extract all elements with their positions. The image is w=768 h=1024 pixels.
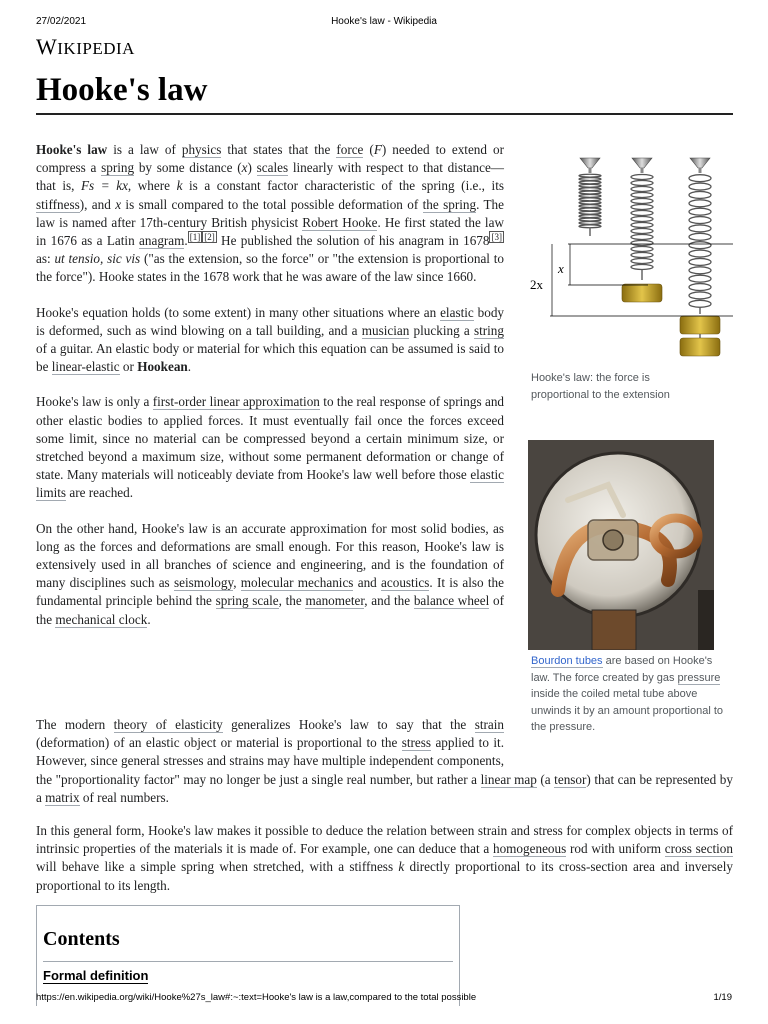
wordmark-initial: W (36, 34, 58, 59)
link-the-spring[interactable]: the spring (422, 196, 477, 212)
link-musician[interactable]: musician (361, 322, 410, 338)
label-2x: 2x (530, 277, 543, 292)
link-cross-section[interactable]: cross section (664, 841, 733, 857)
link-robert-hooke[interactable]: Robert Hooke (302, 214, 378, 230)
link-spring[interactable]: spring (101, 160, 135, 176)
gauge-stem (592, 610, 636, 650)
link-stiffness[interactable]: stiffness (36, 196, 80, 212)
paragraph-5: The modern theory of elasticity generalizes Hooke's law to say that the strain (deformation) of an elastic object or material is proportional to the stress applied to it. However, since general stresses and strains may have multiple independent components, the "proportionality factor" may no longer be just a single real number, but rather a linear map (a tensor) that can be represented by a matrix of real numbers. (36, 717, 733, 805)
print-url: https://en.wikipedia.org/wiki/Hooke%27s_law#:~:text=Hooke's law is a law,compared to the total possible (36, 992, 477, 1003)
link-pressure[interactable]: pressure (677, 671, 721, 684)
link-tensor[interactable]: tensor (554, 771, 587, 787)
link-anagram[interactable]: anagram (139, 233, 185, 249)
link-linear-map[interactable]: linear map (480, 771, 537, 787)
hooke-formula: Fs = kx (81, 178, 128, 194)
toc-heading: Contents (43, 928, 120, 950)
article-body (36, 141, 504, 646)
link-acoustics[interactable]: acoustics (381, 575, 430, 591)
label-x: x (558, 261, 564, 276)
figure-bourdon-tube (528, 440, 733, 733)
link-first-order-linear-approximation[interactable]: first-order linear approximation (152, 394, 320, 410)
spring-single-weight (631, 175, 653, 270)
weight-double (680, 316, 720, 356)
link-scales[interactable]: scales (256, 160, 289, 176)
print-footer (36, 992, 732, 1006)
springs-diagram[interactable] (528, 152, 733, 364)
wordmark-rest: IKIPEDIA (57, 39, 135, 58)
paragraph-3: Hooke's law is only a first-order linear approximation to the real response of springs and other elastic bodies to applied forces. It must eventually fail once the forces exceed some limit, since no material can be compressed beyond a certain minimum size, or stretched beyond a maximum size, without some permanent deformation or change of state. Many materials will noticeably deviate from Hooke's law well before those elastic limits are reached. (36, 394, 505, 501)
paragraph-6: In this general form, Hooke's law makes it possible to deduce the relation between strain and stress for complex objects in terms of intrinsic properties of the materials it is made of. For example, one can deduce that a homogeneous rod with uniform cross section will behave like a simple spring when stretched, with a stiffness k directly proportional to its cross-section area and inversely proportional to its length. (36, 823, 733, 893)
paragraph-2: Hooke's equation holds (to some extent) in many other situations where an elastic body is deformed, such as wind blowing on a tall building, and a musician plucking a string of a guitar. An elastic body or material for which this equation can be assumed is said to be linear-elastic or Hookean. (36, 304, 505, 375)
link-physics[interactable]: physics (181, 142, 222, 157)
link-bourdon-tubes[interactable]: Bourdon tubes (531, 655, 603, 667)
link-theory-of-elasticity[interactable]: theory of elasticity (113, 717, 223, 732)
latin-phrase: ut tensio, sic vis (54, 251, 141, 267)
link-strain[interactable]: strain (474, 717, 504, 732)
link-elastic-limits[interactable]: elastic limits (36, 467, 504, 501)
spring-double-weight (689, 175, 711, 308)
link-manometer[interactable]: manometer (305, 593, 365, 609)
figure-1-caption: Hooke's law: the force is proportional to the extension (531, 372, 670, 401)
link-string[interactable]: string (473, 322, 504, 338)
hookean-term: Hookean (137, 359, 188, 375)
weight-single (622, 284, 662, 302)
link-elastic[interactable]: elastic (440, 304, 474, 320)
toc-item-formal-definition[interactable]: Formal definition (43, 968, 149, 983)
citation-1[interactable]: [1] (189, 231, 201, 242)
print-date: 27/02/2021 (36, 16, 87, 27)
link-matrix[interactable]: matrix (45, 789, 80, 805)
page-number: 1/19 (713, 992, 732, 1003)
paragraph-1: Hooke's law is a law of physics that states that the force (F) needed to extend or compress a spring by some distance (x) scales linearly with respect to that distance—that is, Fs = kx, where k is a constant factor characteristic of the spring (i.e., its stiffness), and x is small compared to the total possible deformation of the spring. The law is named after 17th-century British physicist Robert Hooke. He first stated the law in 1676 as a Latin anagram. [1] [2] He published the solution of his anagram in 1678 [3] as: ut tensio, sic vis ("as the extension, so the force" or "the extension is proportional to the force"). Hooke states in the 1678 work that he was aware of the law since 1660. (36, 142, 505, 285)
citation-3[interactable]: [3] (491, 231, 502, 242)
bourdon-tube-photo[interactable] (528, 440, 714, 650)
paragraph-4: On the other hand, Hooke's law is an accurate approximation for most solid bodies, as long as the forces and deformations are small enough. For this reason, Hooke's law is extensively used in all branches of science and engineering, and is the foundation of many disciplines such as seismology, molecular mechanics and acoustics. It is also the fundamental principle behind the spring scale, the manometer, and the balance wheel of the mechanical clock. (36, 520, 504, 627)
print-page-title: Hooke's law - Wikipedia (331, 16, 437, 27)
figure-2-caption: Bourdon tubes are based on Hooke's law. The force created by gas pressure inside the coiled metal tube above unwinds it by an amount proportional to the pressure. (531, 655, 724, 733)
title-divider (36, 113, 733, 115)
spring-unloaded (579, 174, 601, 227)
citation-2[interactable]: [2] (204, 231, 215, 242)
link-stress[interactable]: stress (401, 735, 432, 751)
mount-2 (632, 158, 652, 173)
link-linear-elastic[interactable]: linear-elastic (51, 359, 120, 375)
mount-1 (580, 158, 600, 173)
link-balance-wheel[interactable]: balance wheel (413, 593, 490, 609)
table-of-contents (36, 905, 460, 1006)
link-spring-scale[interactable]: spring scale (215, 593, 279, 609)
mount-3 (690, 158, 710, 173)
figure-springs (528, 152, 733, 401)
link-force[interactable]: force (336, 142, 364, 157)
print-header (36, 16, 732, 32)
wikipedia-wordmark[interactable] (36, 34, 135, 60)
link-mechanical-clock[interactable]: mechanical clock (55, 611, 148, 627)
lead-term: Hooke's law (36, 142, 108, 157)
link-seismology[interactable]: seismology (173, 575, 234, 591)
link-molecular-mechanics[interactable]: molecular mechanics (240, 575, 354, 591)
page-title: Hooke's law (36, 72, 208, 108)
link-homogeneous[interactable]: homogeneous (492, 841, 567, 857)
toc-divider (43, 961, 453, 962)
